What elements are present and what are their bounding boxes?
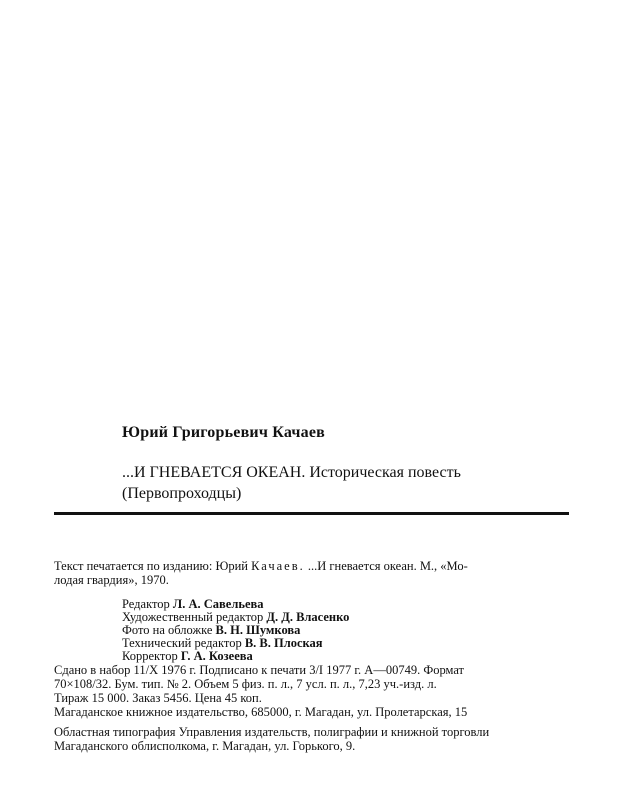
- publisher-address: Магаданское книжное издательство, 685000, г. Магадан, ул. Пролетарская, 15: [54, 705, 468, 719]
- print-technical-data: [54, 663, 569, 705]
- horizontal-rule: [54, 512, 569, 515]
- author-name: Юрий Григорьевич Качаев: [122, 424, 325, 441]
- source-note-line-2: лодая гвардия», 1970.: [54, 573, 169, 587]
- staff-name: Л. А. Савельева: [172, 597, 264, 611]
- source-note: [54, 559, 569, 587]
- tech-data-line-1: Сдано в набор 11/X 1976 г. Подписано к печати 3/I 1977 г. А—00749. Формат: [54, 663, 465, 677]
- source-title-text: ...И гневается океан. М., «Мо-: [307, 559, 468, 573]
- printer-address: [54, 725, 569, 753]
- staff-entry-proofreader: [122, 650, 349, 663]
- staff-name: В. В. Плоская: [244, 636, 323, 650]
- staff-role: Фото на обложке: [122, 623, 213, 637]
- tech-data-line-3: Тираж 15 000. Заказ 5456. Цена 45 коп.: [54, 691, 262, 705]
- book-title: ...И ГНЕВАЕТСЯ ОКЕАН. Историческая повесть: [122, 464, 461, 481]
- printer-line-1: Областная типография Управления издательств, полиграфии и книжной торговли: [54, 725, 490, 739]
- source-note-text: Текст печатается по изданию: Юрий: [54, 559, 248, 573]
- printer-line-2: Магаданского облисполкома, г. Магадан, ул. Горького, 9.: [54, 739, 356, 753]
- staff-list: [122, 598, 349, 663]
- tech-data-line-2: 70×108/32. Бум. тип. № 2. Объем 5 физ. п. л., 7 усл. п. л., 7,23 уч.-изд. л.: [54, 677, 437, 691]
- series-name: (Первопроходцы): [122, 485, 242, 502]
- staff-role: Художественный редактор: [122, 610, 264, 624]
- staff-name: Г. А. Козеева: [180, 649, 253, 663]
- staff-role: Корректор: [122, 649, 178, 663]
- staff-name: В. Н. Шумкова: [215, 623, 301, 637]
- source-note-line-1: [54, 559, 569, 573]
- staff-name: Д. Д. Власенко: [266, 610, 350, 624]
- source-author-surname: Качаев.: [251, 559, 305, 573]
- staff-role: Редактор: [122, 597, 170, 611]
- book-title-block: [122, 462, 461, 504]
- staff-role: Технический редактор: [122, 636, 242, 650]
